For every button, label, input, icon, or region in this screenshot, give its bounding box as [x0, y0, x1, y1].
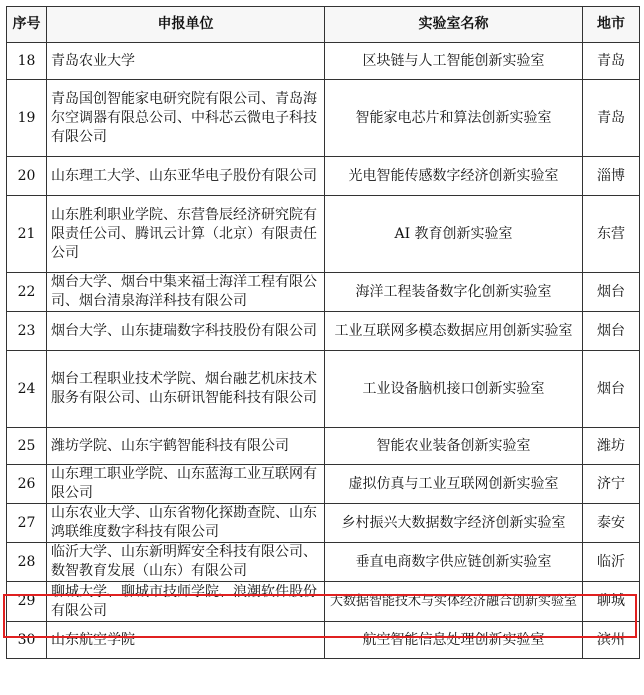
- row-city: 淄博: [583, 157, 640, 196]
- row-index: 23: [7, 312, 47, 351]
- row-index: 27: [7, 504, 47, 543]
- row-unit: 烟台大学、山东捷瑞数字科技股份有限公司: [47, 312, 325, 351]
- row-index: 21: [7, 196, 47, 273]
- row-unit: 青岛国创智能家电研究院有限公司、青岛海尔空调器有限总公司、中科芯云微电子科技有限公司: [47, 80, 325, 157]
- table-row: [7, 157, 640, 196]
- row-index: 19: [7, 80, 47, 157]
- row-index: 26: [7, 465, 47, 504]
- row-index: 28: [7, 543, 47, 582]
- row-unit: 烟台工程职业技术学院、烟台融艺机床技术服务有限公司、山东研讯智能科技有限公司: [47, 351, 325, 428]
- row-lab: 智能家电芯片和算法创新实验室: [325, 80, 583, 157]
- row-index: 18: [7, 43, 47, 80]
- row-lab: 工业互联网多模态数据应用创新实验室: [325, 312, 583, 351]
- row-lab: 大数据智能技术与实体经济融合创新实验室: [325, 582, 583, 622]
- row-unit: 临沂大学、山东新明辉安全科技有限公司、数智教育发展（山东）有限公司: [47, 543, 325, 582]
- row-lab: 工业设备脑机接口创新实验室: [325, 351, 583, 428]
- row-city: 烟台: [583, 312, 640, 351]
- row-city: 青岛: [583, 43, 640, 80]
- row-unit: 山东理工职业学院、山东蓝海工业互联网有限公司: [47, 465, 325, 504]
- row-unit: 潍坊学院、山东宇鹤智能科技有限公司: [47, 428, 325, 465]
- table-row-highlighted: [7, 582, 640, 622]
- row-index: 30: [7, 622, 47, 659]
- lab-table: [6, 6, 640, 659]
- row-index: 22: [7, 273, 47, 312]
- row-lab: 海洋工程装备数字化创新实验室: [325, 273, 583, 312]
- row-unit: 烟台大学、烟台中集来福士海洋工程有限公司、烟台清泉海洋科技有限公司: [47, 273, 325, 312]
- row-index: 25: [7, 428, 47, 465]
- table-row: [7, 504, 640, 543]
- header-lab: 实验室名称: [325, 7, 583, 43]
- row-unit: 山东农业大学、山东省物化探勘查院、山东鸿联维度数字科技有限公司: [47, 504, 325, 543]
- row-lab: 垂直电商数字供应链创新实验室: [325, 543, 583, 582]
- row-lab: 光电智能传感数字经济创新实验室: [325, 157, 583, 196]
- row-index: 29: [7, 582, 47, 622]
- header-row: [7, 7, 640, 43]
- row-city: 泰安: [583, 504, 640, 543]
- row-lab: 乡村振兴大数据数字经济创新实验室: [325, 504, 583, 543]
- row-city: 潍坊: [583, 428, 640, 465]
- table-row: [7, 43, 640, 80]
- row-lab: 区块链与人工智能创新实验室: [325, 43, 583, 80]
- row-unit: 山东航空学院: [47, 622, 325, 659]
- row-unit: 聊城大学、聊城市技师学院、浪潮软件股份有限公司: [47, 582, 325, 622]
- row-city: 临沂: [583, 543, 640, 582]
- table-row: [7, 465, 640, 504]
- header-index: 序号: [7, 7, 47, 43]
- row-lab: 航空智能信息处理创新实验室: [325, 622, 583, 659]
- row-city: 烟台: [583, 273, 640, 312]
- table-row: [7, 543, 640, 582]
- row-lab: AI 教育创新实验室: [325, 196, 583, 273]
- row-city: 济宁: [583, 465, 640, 504]
- row-unit: 山东胜利职业学院、东营鲁辰经济研究院有限责任公司、腾讯云计算（北京）有限责任公司: [47, 196, 325, 273]
- table-row: [7, 312, 640, 351]
- row-city: 聊城: [583, 582, 640, 622]
- row-lab: 虚拟仿真与工业互联网创新实验室: [325, 465, 583, 504]
- table-row: [7, 351, 640, 428]
- row-unit: 山东理工大学、山东亚华电子股份有限公司: [47, 157, 325, 196]
- table-row: [7, 80, 640, 157]
- row-city: 青岛: [583, 80, 640, 157]
- table-row: [7, 273, 640, 312]
- row-index: 20: [7, 157, 47, 196]
- header-city: 地市: [583, 7, 640, 43]
- table-row: [7, 428, 640, 465]
- row-unit: 青岛农业大学: [47, 43, 325, 80]
- header-unit: 申报单位: [47, 7, 325, 43]
- row-city: 滨州: [583, 622, 640, 659]
- table-row: [7, 622, 640, 659]
- row-city: 东营: [583, 196, 640, 273]
- table-row: [7, 196, 640, 273]
- row-city: 烟台: [583, 351, 640, 428]
- row-index: 24: [7, 351, 47, 428]
- row-lab: 智能农业装备创新实验室: [325, 428, 583, 465]
